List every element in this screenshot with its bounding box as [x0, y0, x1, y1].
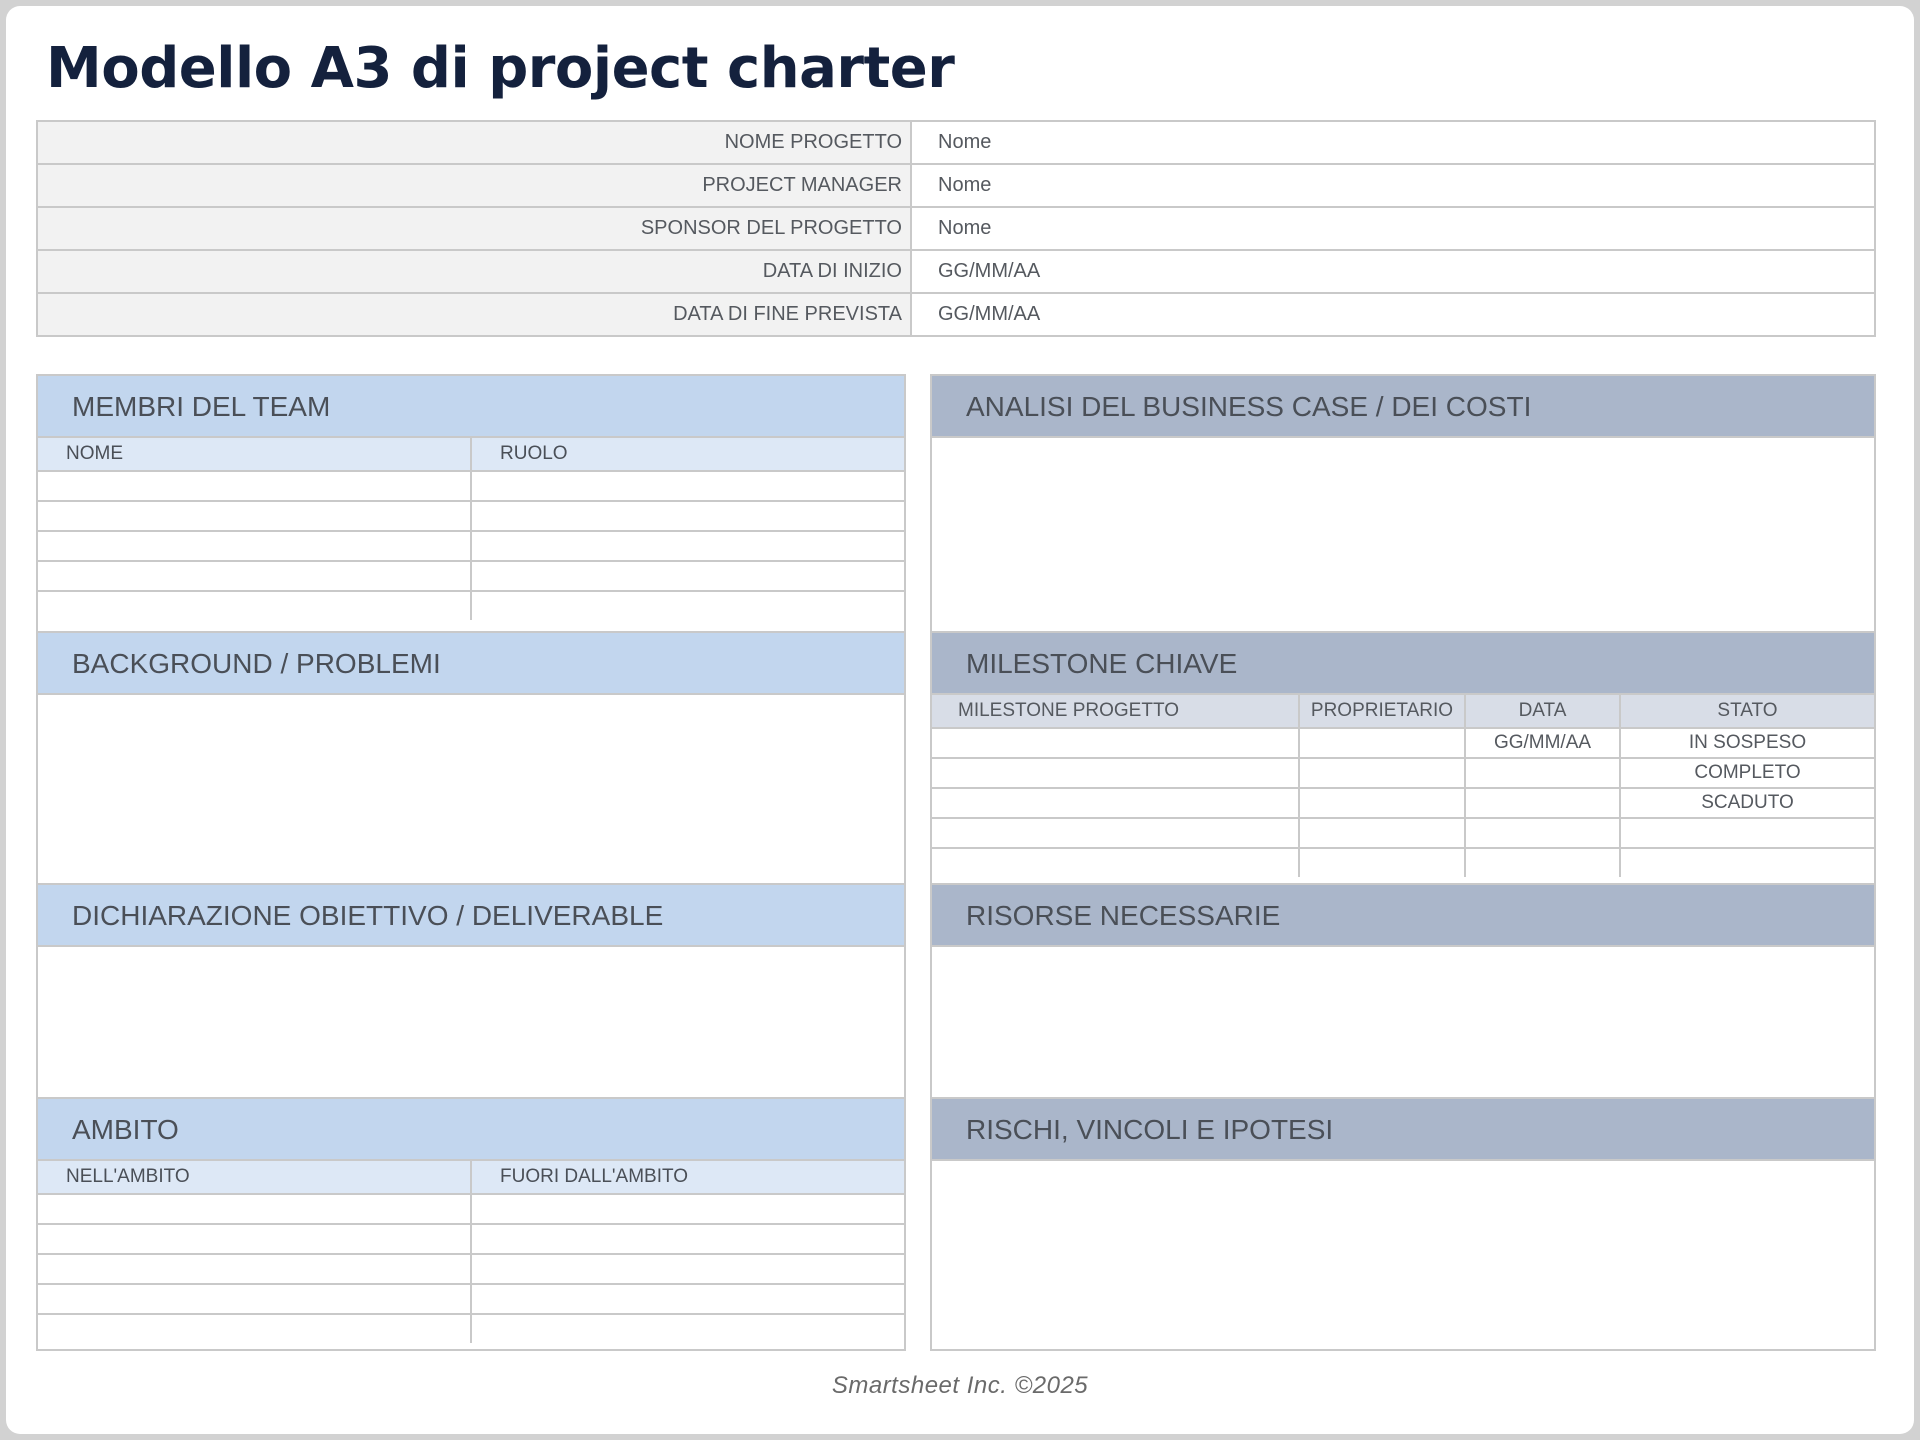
owner-cell[interactable]: [1299, 728, 1465, 758]
table-row: [38, 1254, 904, 1284]
table-row: [932, 728, 1874, 758]
info-value[interactable]: GG/MM/AA: [911, 250, 1875, 293]
milestones-section: [930, 631, 1876, 885]
milestone-cell[interactable]: [932, 788, 1299, 818]
resources-section: [930, 883, 1876, 1099]
resources-header: RISORSE NECESSARIE: [932, 885, 1874, 947]
scope-cell[interactable]: [38, 1224, 471, 1254]
scope-cell[interactable]: [38, 1194, 471, 1224]
team-column-headers: [38, 438, 904, 471]
scope-header: AMBITO: [38, 1099, 904, 1161]
template-sheet: [6, 6, 1914, 1434]
info-value[interactable]: Nome: [911, 121, 1875, 164]
milestones-header: MILESTONE CHIAVE: [932, 633, 1874, 695]
risks-header: RISCHI, VINCOLI E IPOTESI: [932, 1099, 1874, 1161]
table-row: [38, 531, 904, 561]
milestone-cell[interactable]: [932, 728, 1299, 758]
info-row: [37, 121, 1875, 164]
table-row: [38, 1314, 904, 1343]
page-title: Modello A3 di project charter: [46, 36, 955, 101]
milestone-cell[interactable]: [932, 758, 1299, 788]
date-cell[interactable]: [1465, 848, 1620, 877]
owner-cell[interactable]: [1299, 788, 1465, 818]
status-cell[interactable]: [1620, 848, 1874, 877]
milestones-col-date: DATA: [1465, 695, 1620, 728]
date-cell[interactable]: [1465, 818, 1620, 848]
owner-cell[interactable]: [1299, 848, 1465, 877]
status-cell[interactable]: COMPLETO: [1620, 758, 1874, 788]
team-cell[interactable]: [471, 531, 904, 561]
scope-cell[interactable]: [38, 1284, 471, 1314]
team-cell[interactable]: [38, 501, 471, 531]
milestones-col-milestone: MILESTONE PROGETTO: [932, 695, 1299, 728]
scope-cell[interactable]: [38, 1254, 471, 1284]
info-label: DATA DI FINE PREVISTA: [37, 293, 911, 336]
business-case-section: [930, 374, 1876, 633]
table-row: [38, 1194, 904, 1224]
scope-column-headers: [38, 1161, 904, 1194]
owner-cell[interactable]: [1299, 758, 1465, 788]
scope-col-in: NELL'AMBITO: [38, 1161, 471, 1194]
date-cell[interactable]: [1465, 788, 1620, 818]
info-row: [37, 164, 1875, 207]
info-value[interactable]: Nome: [911, 164, 1875, 207]
info-label: PROJECT MANAGER: [37, 164, 911, 207]
info-label: SPONSOR DEL PROGETTO: [37, 207, 911, 250]
table-row: [38, 471, 904, 501]
objective-text-area[interactable]: [38, 947, 904, 1097]
status-cell[interactable]: SCADUTO: [1620, 788, 1874, 818]
team-cell[interactable]: [38, 531, 471, 561]
info-label: DATA DI INIZIO: [37, 250, 911, 293]
info-value[interactable]: Nome: [911, 207, 1875, 250]
project-info-table: [36, 120, 1876, 337]
scope-cell[interactable]: [471, 1224, 904, 1254]
scope-cell[interactable]: [471, 1314, 904, 1343]
scope-cell[interactable]: [471, 1194, 904, 1224]
resources-text-area[interactable]: [932, 947, 1874, 1097]
milestones-col-owner: PROPRIETARIO: [1299, 695, 1465, 728]
scope-table: [38, 1161, 904, 1343]
scope-cell[interactable]: [38, 1314, 471, 1343]
table-row: [932, 788, 1874, 818]
team-col-name: NOME: [38, 438, 471, 471]
milestone-cell[interactable]: [932, 848, 1299, 877]
status-cell[interactable]: [1620, 818, 1874, 848]
milestones-table: [932, 695, 1874, 877]
business-case-header: ANALISI DEL BUSINESS CASE / DEI COSTI: [932, 376, 1874, 438]
objective-header: DICHIARAZIONE OBIETTIVO / DELIVERABLE: [38, 885, 904, 947]
scope-section: [36, 1097, 906, 1351]
business-case-text-area[interactable]: [932, 438, 1874, 631]
background-header: BACKGROUND / PROBLEMI: [38, 633, 904, 695]
team-cell[interactable]: [471, 471, 904, 501]
info-value[interactable]: GG/MM/AA: [911, 293, 1875, 336]
table-row: [38, 1284, 904, 1314]
date-cell[interactable]: [1465, 758, 1620, 788]
team-table: [38, 438, 904, 620]
team-cell[interactable]: [38, 561, 471, 591]
table-row: [932, 848, 1874, 877]
table-row: [38, 501, 904, 531]
scope-col-out: FUORI DALL'AMBITO: [471, 1161, 904, 1194]
date-cell[interactable]: GG/MM/AA: [1465, 728, 1620, 758]
info-row: [37, 207, 1875, 250]
risks-text-area[interactable]: [932, 1161, 1874, 1349]
table-row: [38, 591, 904, 620]
team-section: [36, 374, 906, 633]
team-cell[interactable]: [38, 471, 471, 501]
scope-cell[interactable]: [471, 1254, 904, 1284]
objective-section: [36, 883, 906, 1099]
team-header: MEMBRI DEL TEAM: [38, 376, 904, 438]
team-cell[interactable]: [38, 591, 471, 620]
owner-cell[interactable]: [1299, 818, 1465, 848]
risks-section: [930, 1097, 1876, 1351]
footer-credit: Smartsheet Inc. ©2025: [831, 1372, 1089, 1399]
team-col-role: RUOLO: [471, 438, 904, 471]
milestones-col-status: STATO: [1620, 695, 1874, 728]
table-row: [932, 758, 1874, 788]
milestone-cell[interactable]: [932, 818, 1299, 848]
info-row: [37, 250, 1875, 293]
scope-cell[interactable]: [471, 1284, 904, 1314]
team-cell[interactable]: [471, 591, 904, 620]
info-label: NOME PROGETTO: [37, 121, 911, 164]
milestones-column-headers: [932, 695, 1874, 728]
table-row: [38, 1224, 904, 1254]
info-row: [37, 293, 1875, 336]
table-row: [932, 818, 1874, 848]
status-cell[interactable]: IN SOSPESO: [1620, 728, 1874, 758]
team-cell[interactable]: [471, 561, 904, 591]
background-section: [36, 631, 906, 885]
table-row: [38, 561, 904, 591]
team-cell[interactable]: [471, 501, 904, 531]
background-text-area[interactable]: [38, 695, 904, 883]
